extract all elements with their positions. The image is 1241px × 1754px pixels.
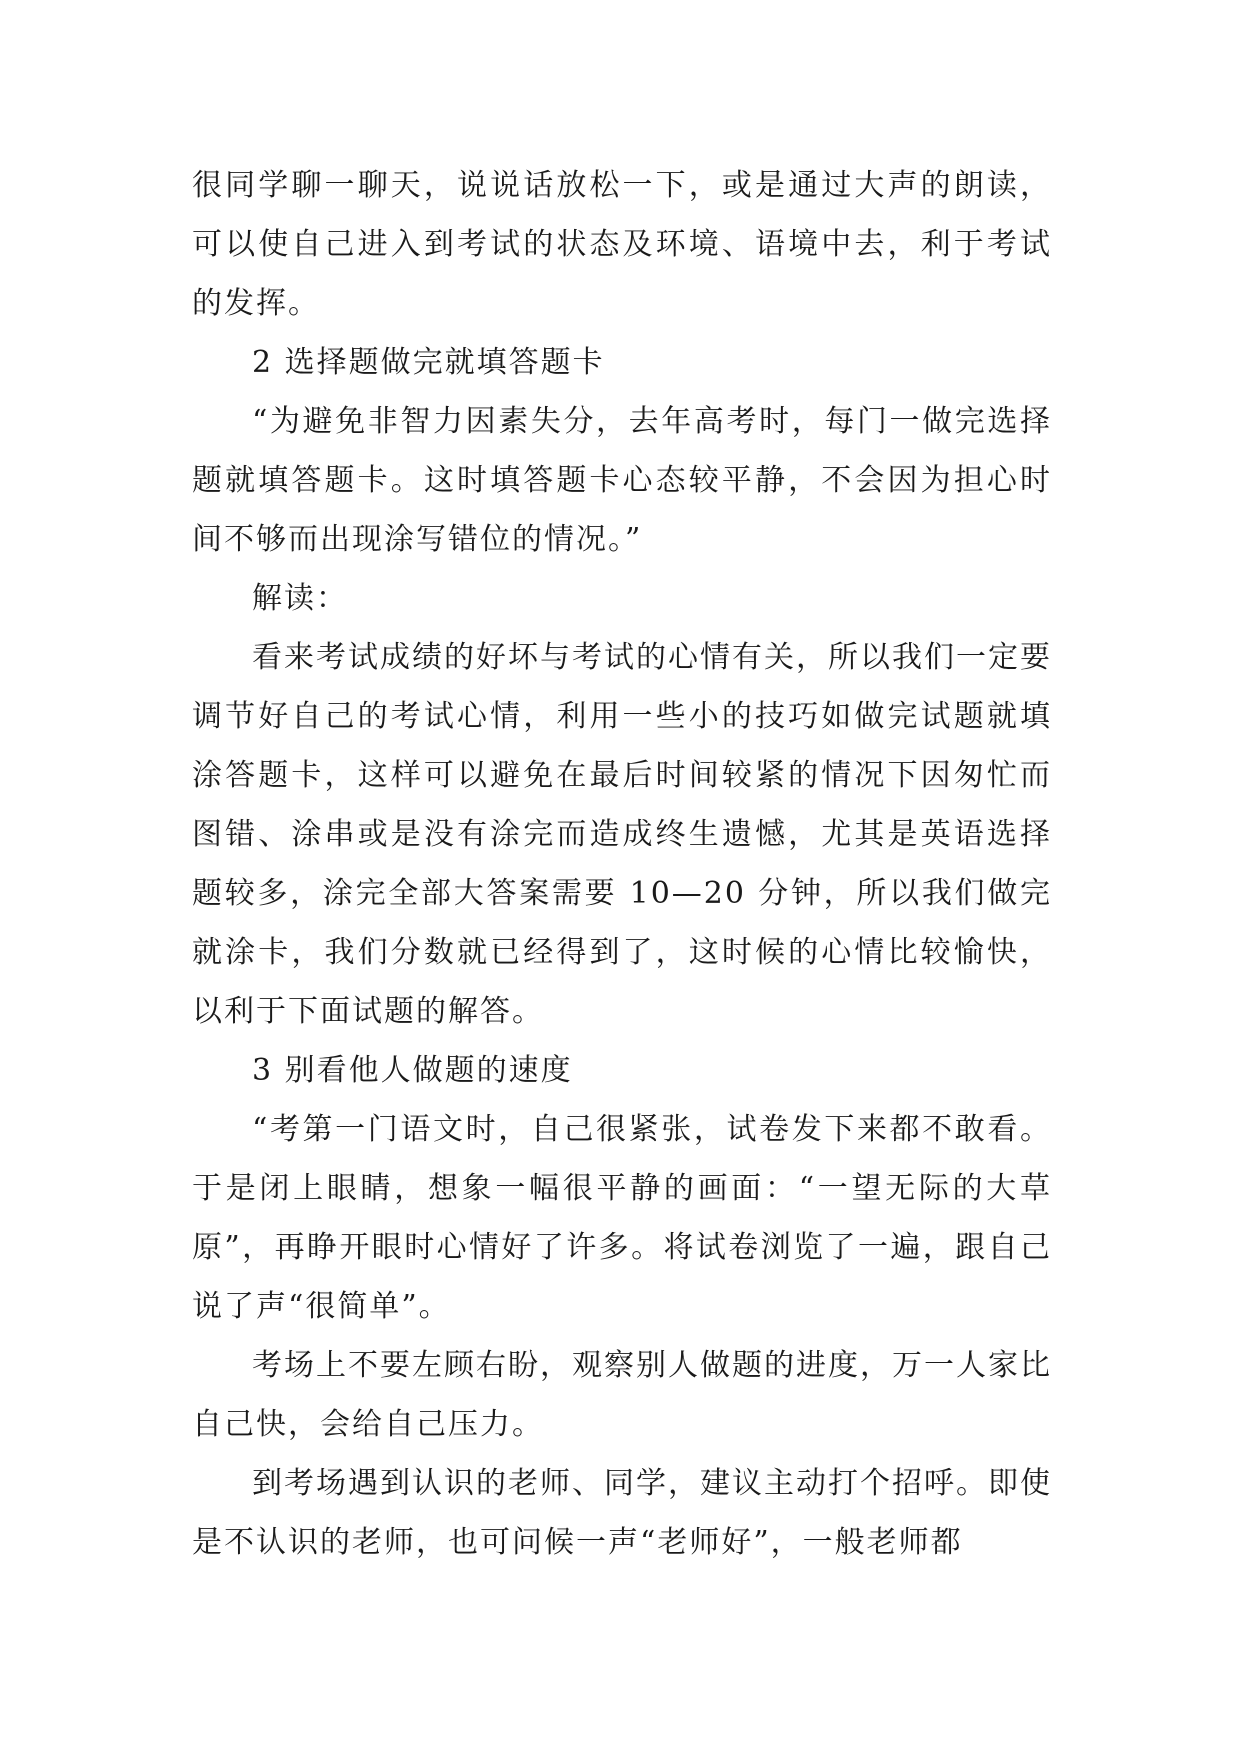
paragraph-greet-teachers: 到考场遇到认识的老师、同学，建议主动打个招呼。即使是不认识的老师，也可问候一声“老师好”，一般老师都 [192, 1466, 1052, 1560]
section-heading-2: 2 选择题做完就填答题卡 [252, 345, 605, 380]
paragraph-quote-answer-card: “为避免非智力因素失分，去年高考时，每门一做完选择题就填答题卡。这时填答题卡心态较平静，不会因为担心时间不够而出现涂写错位的情况。” [192, 404, 1052, 557]
paragraph-interpretation-label: 解读： [252, 581, 348, 616]
paragraph-dont-look-around: 考场上不要左顾右盼，观察别人做题的进度，万一人家比自己快，会给自己压力。 [192, 1348, 1052, 1442]
paragraph-interpretation: 看来考试成绩的好坏与考试的心情有关，所以我们一定要调节好自己的考试心情，利用一些小的技巧如做完试题就填涂答题卡，这样可以避免在最后时间较紧的情况下因匆忙而图错、涂串或是没有涂完而造成终生遗憾，尤其是英语选择题较多，涂完全部大答案需要 10—20 分钟，所以我们做完就涂卡，我们分数就已经得到了，这时候的心情比较愉快，以利于下面试题的解答。 [192, 640, 1052, 1029]
document-body [192, 156, 1052, 1572]
paragraph-continuation: 很同学聊一聊天，说说话放松一下，或是通过大声的朗读，可以使自己进入到考试的状态及环境、语境中去，利于考试的发挥。 [192, 168, 1052, 321]
section-heading-3: 3 别看他人做题的速度 [252, 1053, 573, 1088]
paragraph-quote-chinese-exam: “考第一门语文时，自己很紧张，试卷发下来都不敢看。于是闭上眼睛，想象一幅很平静的画面：“一望无际的大草原”，再睁开眼时心情好了许多。将试卷浏览了一遍，跟自己说了声“很简单”。 [192, 1112, 1052, 1324]
